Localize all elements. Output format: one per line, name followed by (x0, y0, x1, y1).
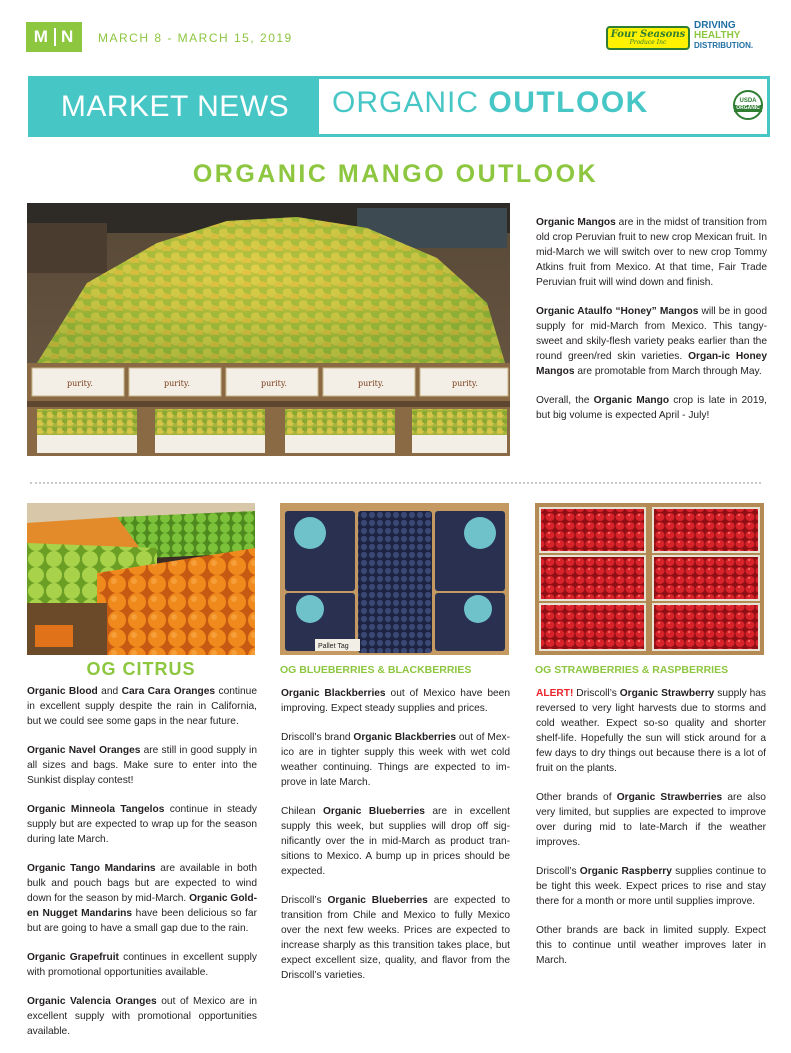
citrus-article: Organic Blood and Cara Cara Oranges continue in excellent supply despite the rain in California, but we could see some gaps in the near future. Organic Navel Oranges are still in good supply in all sizes and bags. Make sure to enter into the Sunkist display contest! Organic Minneola Tangelos continue in steady supply but are expected to wrap up for the season during late March. Organic Tango Mandarins are available in both bulk and pouch bags but are expected to wind down for the season by mid-March. Organic Gold-en Nugget Mandarins have been delicious so far but are going to have a small gap due to the rain. Organic Grapefruit continues in excellent supply with promotional opportunities available. Organic Valencia Oranges out of Mexico are in excellent supply with promotional opportunities available. (27, 686, 258, 1037)
pallet-tag-label: Pallet Tag (318, 643, 349, 650)
date-range: MARCH 8 - MARCH 15, 2019 (98, 31, 293, 45)
section-divider (30, 482, 761, 484)
strawberry-display-photo (535, 503, 764, 655)
citrus-section-title: OG CITRUS (86, 659, 196, 679)
banner-market-news: MARKET NEWS (31, 79, 319, 134)
mango-box-label: purity. (67, 379, 93, 388)
blueberry-display-photo (280, 503, 509, 655)
mango-article: Organic Mangos are in the midst of transition from old crop Peruvian fruit to new crop Mexican fruit. In mid-March we will switch over to new crop Tommy Atkins fruit from Mexico. At that time, Fair Trade Peruvian fruit will wind down and finish. Organic Ataulfo “Honey” Mangos will be in good supply for mid-March from Mexico. This tangy-sweet and skily-flesh variety peaks earlier than the round green/red skin varieties. Organ-ic Honey Mangos are promotable from March through May. Overall, the Organic Mango crop is late in 2019, but big volume is expected April - July! (536, 217, 768, 421)
citrus-display-photo (27, 503, 255, 655)
berries-section-title: OG BLUEBERRIES & BLACKBERRIES (280, 664, 472, 676)
strawberries-section-title: OG STRAWBERRIES & RASPBERRIES (535, 664, 729, 676)
mango-box-label: purity. (164, 379, 190, 388)
four-seasons-logo: Four Seasons Produce Inc (606, 26, 690, 50)
mango-box-label: purity. (358, 379, 384, 388)
mango-box-label: purity. (261, 379, 287, 388)
strawberries-article: ALERT! Driscoll’s Organic Strawberry supply has reversed to very light harvests due to storms and cold weather. Expect so-so quality and shorter shelf-life. Hopefully the sun will stick around for a few days to dry things out because there is a lot of fruit on the plants. Other brands of Organic Strawberries are also very limited, but supplies are expected to improve over during mid to late-March if the weather improves. Driscoll’s Organic Raspberry supplies continue to be tight this week. Expect prices to rise and stay there for a month or more until supplies improve. Other brands are back in limited supply. Expect this to continue until weather improves later in March. (536, 688, 766, 966)
market-news-logo: M N (26, 22, 82, 52)
page-title: ORGANIC MANGO OUTLOOK (192, 160, 599, 188)
berries-article: Organic Blackberries out of Mexico have been improving. Expect steady supplies and prices. Driscoll’s brand Organic Blackberries out of Mex-ico are in tighter supply this week with wet cold weather continuing. Things are expected to im-prove in late March. Chilean Organic Blueberries are in excellent supply this week, but supplies will drop off sig-nificantly over the in mid-March as product tran-sitions to Mexico. A bump up in prices should be expected. Driscoll’s Organic Blueberries are expected to transition from Chile and Mexico to fully Mexico over the next few weeks. Prices are expected to increase sharply as this transition takes place, but expect excellent size, quality, and flavor from the Driscoll’s varieties. (281, 688, 511, 981)
mango-box-label: purity. (452, 379, 478, 388)
tagline: DRIVING HEALTHY DISTRIBUTION. (694, 20, 754, 50)
usda-organic-seal-icon: USDA ORGANIC (733, 90, 763, 120)
mango-display-photo (27, 203, 510, 456)
banner-organic-outlook: ORGANIC OUTLOOK (332, 86, 649, 119)
